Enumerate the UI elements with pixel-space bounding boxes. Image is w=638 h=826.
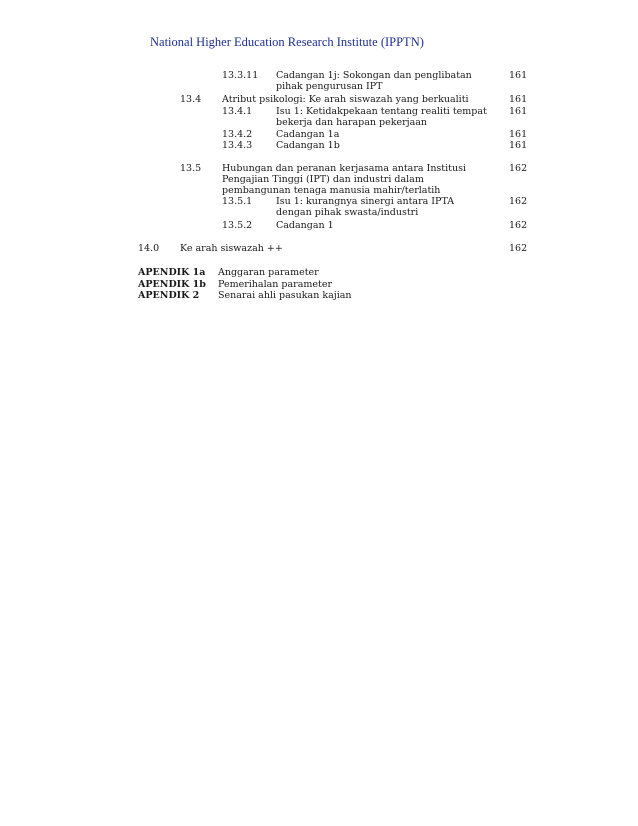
toc-title-continued: pembangunan tenaga manusia mahir/terlatih [222,185,441,196]
appendix-title: Anggaran parameter [218,267,319,278]
appendix-label: APENDIK 1a [138,267,206,278]
toc-number: 13.4.1 [222,106,253,117]
toc-number: 13.5.1 [222,196,253,207]
toc-number: 13.3.11 [222,70,259,81]
toc-title: Ke arah siswazah ++ [180,243,283,254]
toc-page: 162 [509,196,528,207]
toc-title: Isu 1: Ketidakpekaan tentang realiti tempat [276,106,487,117]
toc-title-continued: dengan pihak swasta/industri [276,207,419,218]
toc-title: Hubungan dan peranan kerjasama antara Institusi [222,163,467,174]
toc-title: Cadangan 1j: Sokongan dan penglibatan [276,70,472,81]
toc-number: 13.5 [180,163,202,174]
toc-page: 161 [509,140,528,151]
toc-title: Isu 1: kurangnya sinergi antara IPTA [276,196,455,207]
toc-number: 13.5.2 [222,220,253,231]
toc-title-continued: pihak pengurusan IPT [276,81,383,92]
page-header: National Higher Education Research Institute (IPPTN) [150,35,424,49]
toc-page: 161 [509,70,528,81]
toc-title-continued: Pengajian Tinggi (IPT) dan industri dalam [222,174,424,185]
toc-title: Cadangan 1 [276,220,334,231]
toc-number: 13.4.2 [222,129,253,140]
toc-page: 162 [509,243,528,254]
appendix-title: Pemerihalan parameter [218,279,332,290]
toc-page: 161 [509,106,528,117]
toc-number: 14.0 [138,243,160,254]
toc-number: 13.4 [180,94,202,105]
toc-number: 13.4.3 [222,140,253,151]
toc-page: 161 [509,94,528,105]
appendix-label: APENDIK 2 [138,290,200,301]
appendix-title: Senarai ahli pasukan kajian [218,290,352,301]
toc-title: Cadangan 1b [276,140,340,151]
toc-page: 162 [509,220,528,231]
appendix-label: APENDIK 1b [138,279,206,290]
toc-title: Atribut psikologi: Ke arah siswazah yang berkualiti [222,94,469,105]
toc-page: 161 [509,129,528,140]
toc-title-continued: bekerja dan harapan pekerjaan [276,117,428,128]
toc-title: Cadangan 1a [276,129,340,140]
toc-page: 162 [509,163,528,174]
